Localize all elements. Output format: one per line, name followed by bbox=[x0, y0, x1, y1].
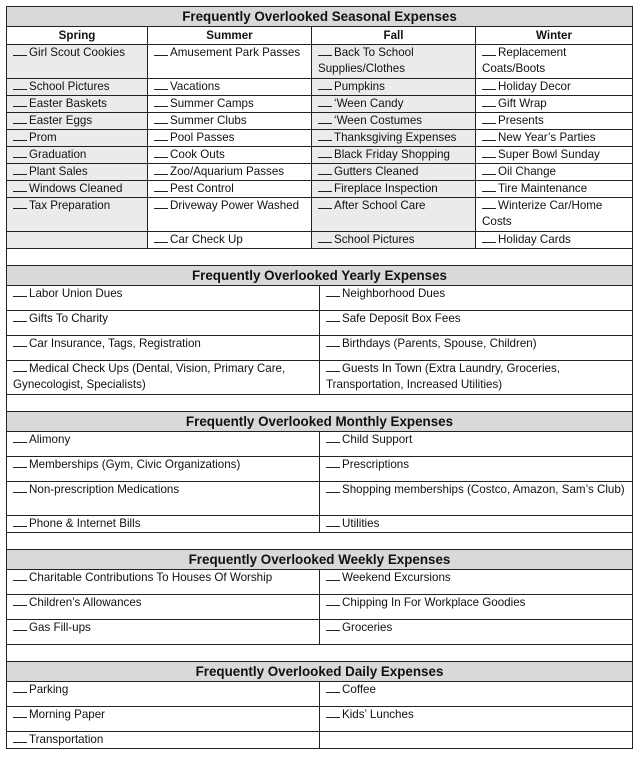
seasonal-cell bbox=[312, 96, 476, 113]
header-summer: Summer bbox=[148, 27, 312, 45]
seasonal-cell bbox=[148, 45, 312, 79]
expense-label: Super Bowl Sunday bbox=[498, 148, 600, 161]
checkbox-blank-line[interactable] bbox=[482, 96, 496, 107]
expense-label: Children’s Allowances bbox=[29, 596, 142, 609]
yearly-cell bbox=[320, 286, 633, 311]
checkbox-blank-line[interactable] bbox=[326, 336, 340, 347]
expense-label: School Pictures bbox=[29, 80, 110, 93]
expense-label: Safe Deposit Box Fees bbox=[342, 312, 461, 325]
seasonal-table bbox=[6, 6, 633, 249]
table-row bbox=[7, 620, 633, 645]
expense-label: Pumpkins bbox=[334, 80, 385, 93]
daily-title: Frequently Overlooked Daily Expenses bbox=[7, 662, 633, 682]
expense-label: Pest Control bbox=[170, 182, 234, 195]
table-row bbox=[7, 516, 633, 533]
daily-cell bbox=[7, 707, 320, 732]
table-row bbox=[7, 595, 633, 620]
yearly-cell bbox=[7, 311, 320, 336]
expense-label: Parking bbox=[29, 683, 69, 696]
checkbox-blank-line[interactable] bbox=[154, 96, 168, 107]
seasonal-cell bbox=[7, 130, 148, 147]
seasonal-cell bbox=[148, 198, 312, 232]
seasonal-cell bbox=[7, 79, 148, 96]
spacer-row bbox=[7, 395, 633, 412]
expense-label: Shopping memberships (Costco, Amazon, Sam’s Club) bbox=[342, 483, 625, 496]
checkbox-blank-line[interactable] bbox=[13, 198, 27, 209]
expense-label: Windows Cleaned bbox=[29, 182, 123, 195]
weekly-cell bbox=[7, 620, 320, 645]
seasonal-cell bbox=[476, 45, 633, 79]
expense-label: Thanksgiving Expenses bbox=[334, 131, 457, 144]
expense-label: Holiday Cards bbox=[498, 233, 571, 246]
expense-label: Back To School Supplies/Clothes bbox=[318, 46, 414, 75]
daily-cell bbox=[320, 682, 633, 707]
expense-label: Graduation bbox=[29, 148, 87, 161]
yearly-cell bbox=[320, 336, 633, 361]
yearly-table bbox=[6, 248, 633, 395]
header-winter: Winter bbox=[476, 27, 633, 45]
checkbox-blank-line[interactable] bbox=[326, 311, 340, 322]
expense-label: Presents bbox=[498, 114, 544, 127]
table-row bbox=[7, 286, 633, 311]
expense-label: Easter Baskets bbox=[29, 97, 107, 110]
checkbox-blank-line[interactable] bbox=[318, 181, 332, 192]
checkbox-blank-line[interactable] bbox=[154, 198, 168, 209]
table-row bbox=[7, 732, 633, 749]
expense-label: Gutters Cleaned bbox=[334, 165, 419, 178]
table-row bbox=[7, 707, 633, 732]
expense-label: Zoo/Aquarium Passes bbox=[170, 165, 285, 178]
expense-label: Car Check Up bbox=[170, 233, 243, 246]
monthly-cell bbox=[320, 457, 633, 482]
seasonal-body bbox=[7, 45, 633, 249]
checkbox-blank-line[interactable] bbox=[318, 130, 332, 141]
checkbox-blank-line[interactable] bbox=[154, 164, 168, 175]
checkbox-blank-line[interactable] bbox=[482, 45, 496, 56]
table-row bbox=[7, 96, 633, 113]
weekly-body bbox=[7, 570, 633, 645]
seasonal-cell bbox=[476, 96, 633, 113]
checkbox-blank-line[interactable] bbox=[13, 620, 27, 631]
monthly-cell bbox=[7, 457, 320, 482]
seasonal-cell bbox=[312, 147, 476, 164]
checkbox-blank-line[interactable] bbox=[482, 147, 496, 158]
checkbox-blank-line[interactable] bbox=[482, 113, 496, 124]
yearly-cell bbox=[320, 361, 633, 395]
checkbox-blank-line[interactable] bbox=[318, 147, 332, 158]
checkbox-blank-line[interactable] bbox=[13, 286, 27, 297]
expense-label: Black Friday Shopping bbox=[334, 148, 450, 161]
checkbox-blank-line[interactable] bbox=[13, 682, 27, 693]
checkbox-blank-line[interactable] bbox=[326, 570, 340, 581]
seasonal-title: Frequently Overlooked Seasonal Expenses bbox=[7, 7, 633, 27]
checkbox-blank-line[interactable] bbox=[154, 113, 168, 124]
table-row bbox=[7, 570, 633, 595]
seasonal-cell bbox=[312, 181, 476, 198]
expense-checklist bbox=[6, 6, 632, 749]
checkbox-blank-line[interactable] bbox=[326, 432, 340, 443]
expense-label: Holiday Decor bbox=[498, 80, 571, 93]
seasonal-cell bbox=[312, 198, 476, 232]
expense-label: Summer Clubs bbox=[170, 114, 247, 127]
monthly-table bbox=[6, 394, 633, 533]
weekly-cell bbox=[320, 595, 633, 620]
monthly-cell bbox=[320, 516, 633, 533]
monthly-body bbox=[7, 432, 633, 533]
expense-label: Easter Eggs bbox=[29, 114, 93, 127]
checkbox-blank-line[interactable] bbox=[326, 286, 340, 297]
monthly-cell bbox=[7, 432, 320, 457]
checkbox-blank-line[interactable] bbox=[318, 164, 332, 175]
checkbox-blank-line[interactable] bbox=[326, 682, 340, 693]
expense-label: Birthdays (Parents, Spouse, Children) bbox=[342, 337, 537, 350]
seasonal-cell bbox=[7, 164, 148, 181]
expense-label: Cook Outs bbox=[170, 148, 225, 161]
checkbox-blank-line[interactable] bbox=[154, 45, 168, 56]
daily-table bbox=[6, 644, 633, 749]
table-row bbox=[7, 232, 633, 249]
weekly-cell bbox=[320, 620, 633, 645]
spacer-row bbox=[7, 533, 633, 550]
checkbox-blank-line[interactable] bbox=[326, 361, 340, 372]
expense-label: Labor Union Dues bbox=[29, 287, 123, 300]
seasonal-cell bbox=[148, 181, 312, 198]
seasonal-cell bbox=[7, 147, 148, 164]
header-spring: Spring bbox=[7, 27, 148, 45]
checkbox-blank-line[interactable] bbox=[13, 516, 27, 527]
expense-label: Replacement Coats/Boots bbox=[482, 46, 567, 75]
checkbox-blank-line[interactable] bbox=[326, 707, 340, 718]
checkbox-blank-line[interactable] bbox=[326, 516, 340, 527]
expense-label: Chipping In For Workplace Goodies bbox=[342, 596, 526, 609]
table-row bbox=[7, 181, 633, 198]
seasonal-cell bbox=[476, 164, 633, 181]
yearly-cell bbox=[320, 311, 633, 336]
seasonal-cell bbox=[148, 232, 312, 249]
expense-label: Pool Passes bbox=[170, 131, 235, 144]
checkbox-blank-line[interactable] bbox=[13, 96, 27, 107]
expense-label: Groceries bbox=[342, 621, 393, 634]
weekly-cell bbox=[320, 570, 633, 595]
checkbox-blank-line[interactable] bbox=[13, 361, 27, 372]
expense-label: Oil Change bbox=[498, 165, 557, 178]
expense-label: New Year’s Parties bbox=[498, 131, 596, 144]
seasonal-cell bbox=[148, 96, 312, 113]
seasonal-cell bbox=[148, 147, 312, 164]
expense-label: Gas Fill-ups bbox=[29, 621, 91, 634]
checkbox-blank-line[interactable] bbox=[154, 147, 168, 158]
checkbox-blank-line[interactable] bbox=[154, 79, 168, 90]
checkbox-blank-line[interactable] bbox=[13, 732, 27, 743]
expense-label: Vacations bbox=[170, 80, 221, 93]
checkbox-blank-line[interactable] bbox=[154, 232, 168, 243]
seasonal-cell bbox=[476, 198, 633, 232]
checkbox-blank-line[interactable] bbox=[13, 570, 27, 581]
daily-cell bbox=[7, 732, 320, 749]
seasonal-cell bbox=[148, 79, 312, 96]
expense-label: Phone & Internet Bills bbox=[29, 517, 141, 530]
header-fall: Fall bbox=[312, 27, 476, 45]
checkbox-blank-line[interactable] bbox=[482, 181, 496, 192]
daily-cell bbox=[320, 707, 633, 732]
expense-label: Gifts To Charity bbox=[29, 312, 109, 325]
expense-label: Neighborhood Dues bbox=[342, 287, 446, 300]
seasonal-cell bbox=[476, 181, 633, 198]
expense-label: Tax Preparation bbox=[29, 199, 111, 212]
monthly-cell bbox=[7, 482, 320, 516]
expense-label: Child Support bbox=[342, 433, 413, 446]
checkbox-blank-line[interactable] bbox=[326, 595, 340, 606]
checkbox-blank-line[interactable] bbox=[482, 164, 496, 175]
expense-label: Alimony bbox=[29, 433, 71, 446]
expense-label: Transportation bbox=[29, 733, 104, 746]
expense-label: Winterize Car/Home Costs bbox=[482, 199, 603, 228]
checkbox-blank-line[interactable] bbox=[13, 164, 27, 175]
expense-label: Fireplace Inspection bbox=[334, 182, 438, 195]
expense-label: Guests In Town (Extra Laundry, Groceries, Transportation, Increased Utilities) bbox=[326, 362, 561, 391]
spacer-row bbox=[7, 645, 633, 662]
table-row bbox=[7, 482, 633, 516]
seasonal-cell bbox=[476, 232, 633, 249]
table-row bbox=[7, 79, 633, 96]
expense-label: Prom bbox=[29, 131, 57, 144]
weekly-cell bbox=[7, 595, 320, 620]
expense-label: Weekend Excursions bbox=[342, 571, 451, 584]
seasonal-cell bbox=[312, 113, 476, 130]
seasonal-cell bbox=[148, 113, 312, 130]
monthly-title: Frequently Overlooked Monthly Expenses bbox=[7, 412, 633, 432]
checkbox-blank-line[interactable] bbox=[318, 232, 332, 243]
yearly-body bbox=[7, 286, 633, 395]
checkbox-blank-line[interactable] bbox=[13, 707, 27, 718]
table-row bbox=[7, 336, 633, 361]
checkbox-blank-line[interactable] bbox=[13, 79, 27, 90]
table-row bbox=[7, 113, 633, 130]
expense-label: Prescriptions bbox=[342, 458, 410, 471]
expense-label: Gift Wrap bbox=[498, 97, 547, 110]
seasonal-cell bbox=[312, 45, 476, 79]
expense-label: Amusement Park Passes bbox=[170, 46, 301, 59]
checkbox-blank-line[interactable] bbox=[318, 198, 332, 209]
checkbox-blank-line[interactable] bbox=[318, 113, 332, 124]
table-row bbox=[7, 198, 633, 232]
table-row bbox=[7, 164, 633, 181]
checkbox-blank-line[interactable] bbox=[13, 595, 27, 606]
checkbox-blank-line[interactable] bbox=[326, 620, 340, 631]
table-row bbox=[7, 45, 633, 79]
seasonal-cell bbox=[312, 164, 476, 181]
checkbox-blank-line[interactable] bbox=[482, 198, 496, 209]
checkbox-blank-line[interactable] bbox=[13, 432, 27, 443]
expense-label: Medical Check Ups (Dental, Vision, Primary Care, Gynecologist, Specialists) bbox=[13, 362, 286, 391]
checkbox-blank-line[interactable] bbox=[13, 181, 27, 192]
table-row bbox=[7, 311, 633, 336]
seasonal-cell bbox=[476, 130, 633, 147]
seasonal-cell bbox=[148, 130, 312, 147]
checkbox-blank-line[interactable] bbox=[326, 482, 340, 493]
checkbox-blank-line[interactable] bbox=[13, 130, 27, 141]
seasonal-cell bbox=[7, 198, 148, 232]
daily-cell bbox=[7, 682, 320, 707]
weekly-cell bbox=[7, 570, 320, 595]
table-row bbox=[7, 432, 633, 457]
monthly-cell bbox=[7, 516, 320, 533]
expense-label: Morning Paper bbox=[29, 708, 106, 721]
yearly-cell bbox=[7, 361, 320, 395]
seasonal-cell bbox=[7, 45, 148, 79]
checkbox-blank-line[interactable] bbox=[318, 96, 332, 107]
expense-label: Non-prescription Medications bbox=[29, 483, 180, 496]
daily-cell bbox=[320, 732, 633, 749]
expense-label: Tire Maintenance bbox=[498, 182, 588, 195]
daily-body bbox=[7, 682, 633, 749]
expense-label: Car Insurance, Tags, Registration bbox=[29, 337, 201, 350]
expense-label: Plant Sales bbox=[29, 165, 88, 178]
expense-label: Charitable Contributions To Houses Of Worship bbox=[29, 571, 273, 584]
monthly-cell bbox=[320, 482, 633, 516]
yearly-cell bbox=[7, 336, 320, 361]
seasonal-cell bbox=[7, 96, 148, 113]
seasonal-cell bbox=[148, 164, 312, 181]
checkbox-blank-line[interactable] bbox=[13, 336, 27, 347]
table-row bbox=[7, 147, 633, 164]
table-row bbox=[7, 130, 633, 147]
checkbox-blank-line[interactable] bbox=[13, 311, 27, 322]
checkbox-blank-line[interactable] bbox=[13, 147, 27, 158]
table-row bbox=[7, 457, 633, 482]
checkbox-blank-line[interactable] bbox=[326, 457, 340, 468]
checkbox-blank-line[interactable] bbox=[482, 130, 496, 141]
table-row bbox=[7, 682, 633, 707]
table-row bbox=[7, 361, 633, 395]
seasonal-cell bbox=[7, 232, 148, 249]
seasonal-cell bbox=[7, 181, 148, 198]
expense-label: School Pictures bbox=[334, 233, 415, 246]
checkbox-blank-line[interactable] bbox=[154, 181, 168, 192]
checkbox-blank-line[interactable] bbox=[482, 232, 496, 243]
expense-label: Utilities bbox=[342, 517, 380, 530]
expense-label: ‘Ween Costumes bbox=[334, 114, 423, 127]
seasonal-cell bbox=[312, 232, 476, 249]
weekly-table bbox=[6, 532, 633, 645]
expense-label: Summer Camps bbox=[170, 97, 254, 110]
checkbox-blank-line[interactable] bbox=[154, 130, 168, 141]
yearly-title: Frequently Overlooked Yearly Expenses bbox=[7, 266, 633, 286]
seasonal-cell bbox=[312, 130, 476, 147]
checkbox-blank-line[interactable] bbox=[13, 45, 27, 56]
checkbox-blank-line[interactable] bbox=[318, 45, 332, 56]
yearly-cell bbox=[7, 286, 320, 311]
weekly-title: Frequently Overlooked Weekly Expenses bbox=[7, 550, 633, 570]
checkbox-blank-line[interactable] bbox=[13, 482, 27, 493]
expense-label: Memberships (Gym, Civic Organizations) bbox=[29, 458, 241, 471]
monthly-cell bbox=[320, 432, 633, 457]
expense-label: Girl Scout Cookies bbox=[29, 46, 126, 59]
expense-label: Coffee bbox=[342, 683, 376, 696]
seasonal-cell bbox=[476, 113, 633, 130]
seasonal-cell bbox=[476, 147, 633, 164]
checkbox-blank-line[interactable] bbox=[318, 79, 332, 90]
seasonal-cell bbox=[312, 79, 476, 96]
checkbox-blank-line[interactable] bbox=[482, 79, 496, 90]
expense-label: Kids’ Lunches bbox=[342, 708, 414, 721]
expense-label: ‘Ween Candy bbox=[334, 97, 404, 110]
checkbox-blank-line[interactable] bbox=[13, 457, 27, 468]
expense-label: After School Care bbox=[334, 199, 426, 212]
checkbox-blank-line[interactable] bbox=[13, 113, 27, 124]
expense-label: Driveway Power Washed bbox=[170, 199, 300, 212]
seasonal-cell bbox=[476, 79, 633, 96]
seasonal-cell bbox=[7, 113, 148, 130]
spacer-row bbox=[7, 249, 633, 266]
